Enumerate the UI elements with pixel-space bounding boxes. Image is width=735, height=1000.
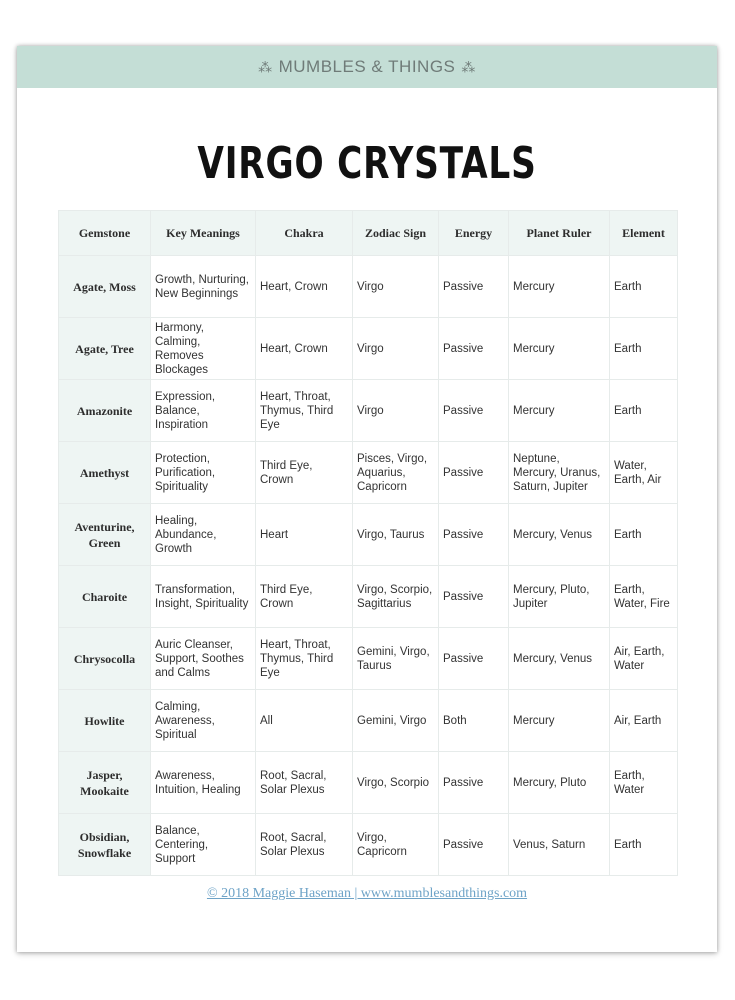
brand-logo [258, 57, 476, 77]
table-cell: Gemini, Virgo [353, 690, 439, 752]
table-cell: Mercury [509, 318, 610, 380]
table-cell: Virgo, Scorpio, Sagittarius [353, 566, 439, 628]
table-cell: Virgo [353, 380, 439, 442]
table-cell: Earth [610, 814, 678, 876]
table-cell: Transformation, Insight, Spirituality [151, 566, 256, 628]
column-header: Planet Ruler [509, 211, 610, 256]
table-cell: Third Eye, Crown [256, 566, 353, 628]
table-cell: Passive [439, 566, 509, 628]
table-cell: Mercury, Pluto, Jupiter [509, 566, 610, 628]
table-cell: Passive [439, 628, 509, 690]
gemstone-name: Charoite [59, 566, 151, 628]
table-cell: Protection, Purification, Spirituality [151, 442, 256, 504]
table-cell: Water, Earth, Air [610, 442, 678, 504]
column-header: Key Meanings [151, 211, 256, 256]
table-cell: Third Eye, Crown [256, 442, 353, 504]
table-cell: Earth [610, 256, 678, 318]
gemstone-name: Howlite [59, 690, 151, 752]
table-row [59, 628, 678, 690]
footer-link[interactable]: © 2018 Maggie Haseman | www.mumblesandthings.com [206, 886, 528, 901]
table-cell: Passive [439, 504, 509, 566]
table-cell: Heart, Throat, Thymus, Third Eye [256, 380, 353, 442]
table-cell: Passive [439, 318, 509, 380]
table-cell: Mercury, Venus [509, 504, 610, 566]
table-row [59, 690, 678, 752]
table-cell: Air, Earth, Water [610, 628, 678, 690]
table-cell: Passive [439, 256, 509, 318]
gemstone-name: Agate, Tree [59, 318, 151, 380]
table-cell: Neptune, Mercury, Uranus, Saturn, Jupiter [509, 442, 610, 504]
gemstone-name: Obsidian, Snowflake [59, 814, 151, 876]
table-cell: Passive [439, 380, 509, 442]
table-cell: Mercury [509, 256, 610, 318]
table-cell: Gemini, Virgo, Taurus [353, 628, 439, 690]
table-cell: Heart, Throat, Thymus, Third Eye [256, 628, 353, 690]
table-cell: Awareness, Intuition, Healing [151, 752, 256, 814]
table-cell: Heart, Crown [256, 318, 353, 380]
table-row [59, 442, 678, 504]
table-cell: Mercury, Pluto [509, 752, 610, 814]
gemstone-name: Amethyst [59, 442, 151, 504]
table-cell: Mercury [509, 690, 610, 752]
gemstone-name: Aventurine, Green [59, 504, 151, 566]
page-title: VIRGO CRYSTALS [197, 138, 537, 189]
table-row [59, 380, 678, 442]
table-cell: Venus, Saturn [509, 814, 610, 876]
table-cell: Root, Sacral, Solar Plexus [256, 752, 353, 814]
table-cell: Virgo, Capricorn [353, 814, 439, 876]
table-cell: Air, Earth [610, 690, 678, 752]
table-cell: Earth [610, 380, 678, 442]
table-cell: Calming, Awareness, Spiritual [151, 690, 256, 752]
column-header: Zodiac Sign [353, 211, 439, 256]
table-cell: Root, Sacral, Solar Plexus [256, 814, 353, 876]
table-cell: Mercury [509, 380, 610, 442]
gemstone-name: Jasper, Mookaite [59, 752, 151, 814]
table-cell: Passive [439, 752, 509, 814]
brand-name: MUMBLES & THINGS [278, 57, 456, 76]
table-cell: Balance, Centering, Support [151, 814, 256, 876]
column-header: Chakra [256, 211, 353, 256]
table-cell: All [256, 690, 353, 752]
table-cell: Harmony, Calming, Removes Blockages [151, 318, 256, 380]
table-cell: Earth [610, 318, 678, 380]
table-body [59, 256, 678, 876]
table-cell: Auric Cleanser, Support, Soothes and Calms [151, 628, 256, 690]
table-cell: Virgo, Scorpio [353, 752, 439, 814]
table-cell: Growth, Nurturing, New Beginnings [151, 256, 256, 318]
table-row [59, 566, 678, 628]
gemstone-name: Agate, Moss [59, 256, 151, 318]
table-cell: Passive [439, 814, 509, 876]
table-row [59, 256, 678, 318]
table-cell: Earth, Water, Fire [610, 566, 678, 628]
table-row [59, 752, 678, 814]
gemstone-name: Amazonite [59, 380, 151, 442]
table-row [59, 504, 678, 566]
sparkle-left-icon: ⁂ [258, 58, 273, 75]
table-header-row [59, 211, 678, 256]
table-cell: Virgo [353, 256, 439, 318]
table-cell: Heart, Crown [256, 256, 353, 318]
table-cell: Passive [439, 442, 509, 504]
table-row [59, 318, 678, 380]
sparkle-right-icon: ⁂ [461, 58, 476, 75]
column-header: Gemstone [59, 211, 151, 256]
table-cell: Both [439, 690, 509, 752]
table-cell: Expression, Balance, Inspiration [151, 380, 256, 442]
page-sheet [17, 46, 717, 952]
column-header: Energy [439, 211, 509, 256]
table-cell: Earth, Water [610, 752, 678, 814]
table-cell: Earth [610, 504, 678, 566]
table-cell: Healing, Abundance, Growth [151, 504, 256, 566]
crystals-table [58, 210, 678, 876]
table-cell: Pisces, Virgo, Aquarius, Capricorn [353, 442, 439, 504]
header-banner [17, 46, 717, 88]
table-cell: Virgo, Taurus [353, 504, 439, 566]
table-cell: Heart [256, 504, 353, 566]
gemstone-name: Chrysocolla [59, 628, 151, 690]
table-row [59, 814, 678, 876]
table-cell: Virgo [353, 318, 439, 380]
column-header: Element [610, 211, 678, 256]
table-cell: Mercury, Venus [509, 628, 610, 690]
